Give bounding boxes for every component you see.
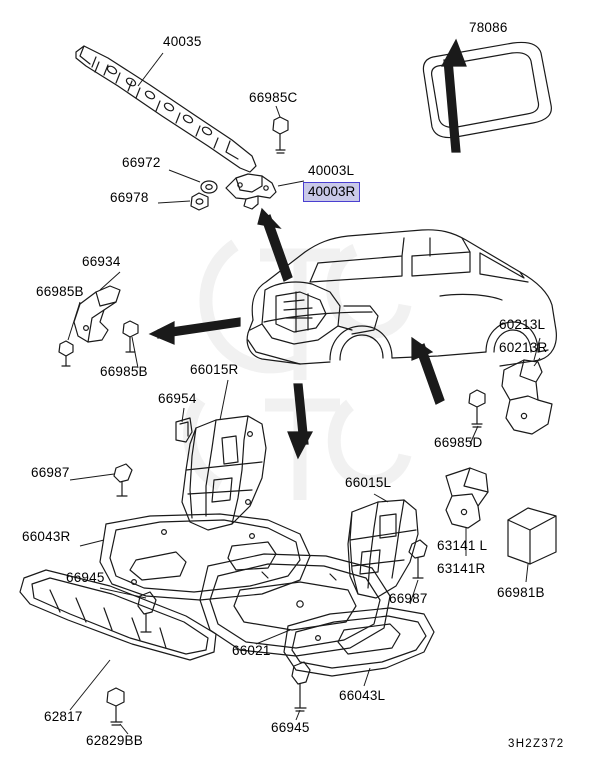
- label-60213R: 60213R: [499, 340, 548, 355]
- part-66985C: [273, 117, 288, 153]
- label-66021: 66021: [232, 643, 271, 658]
- label-78086: 78086: [469, 20, 508, 35]
- part-78086: [423, 42, 551, 137]
- part-66945-bottom: [292, 662, 310, 711]
- label-66934: 66934: [82, 254, 121, 269]
- label-66985D: 66985D: [434, 435, 483, 450]
- part-66043R: [100, 514, 310, 600]
- label-60213L: 60213L: [499, 317, 546, 332]
- label-62817: 62817: [44, 709, 83, 724]
- part-66021: [200, 554, 390, 656]
- diagram-code: 3H2Z372: [508, 738, 565, 750]
- part-66987-right: [409, 540, 427, 578]
- label-66987-left: 66987: [31, 465, 70, 480]
- label-66987-right: 66987: [389, 591, 428, 606]
- label-40035: 40035: [163, 34, 202, 49]
- part-66978: [191, 193, 208, 210]
- label-66985C: 66985C: [249, 90, 298, 105]
- label-62829BB: 62829BB: [86, 733, 143, 748]
- label-63141L: 63141 L: [437, 538, 488, 553]
- part-60213: [502, 360, 552, 434]
- part-62829BB: [107, 688, 124, 725]
- part-62817: [20, 570, 216, 660]
- label-66972: 66972: [122, 155, 161, 170]
- label-63141R: 63141R: [437, 561, 486, 576]
- part-66985B-mid: [123, 321, 138, 352]
- part-66954: [176, 418, 192, 442]
- part-66987-left: [114, 464, 132, 496]
- part-66981B: [508, 508, 556, 564]
- part-63141: [446, 468, 488, 528]
- part-66972: [201, 181, 217, 193]
- label-66985B-lower: 66985B: [100, 364, 148, 379]
- label-66954: 66954: [158, 391, 197, 406]
- label-40003R-highlighted[interactable]: 40003R: [303, 182, 360, 202]
- part-66985B-left: [59, 341, 73, 366]
- label-66043R: 66043R: [22, 529, 71, 544]
- label-66978: 66978: [110, 190, 149, 205]
- label-66015L: 66015L: [345, 475, 392, 490]
- part-40003: [226, 174, 276, 209]
- part-66985D: [469, 390, 485, 427]
- part-66015L: [348, 500, 418, 598]
- label-66945-left: 66945: [66, 570, 105, 585]
- label-66985B-upper: 66985B: [36, 284, 84, 299]
- label-66945-bottom: 66945: [271, 720, 310, 735]
- label-66043L: 66043L: [339, 688, 386, 703]
- part-40035: [76, 46, 256, 172]
- part-66015R: [182, 416, 266, 530]
- label-66015R: 66015R: [190, 362, 239, 377]
- label-40003L: 40003L: [308, 163, 355, 178]
- label-66981B: 66981B: [497, 585, 545, 600]
